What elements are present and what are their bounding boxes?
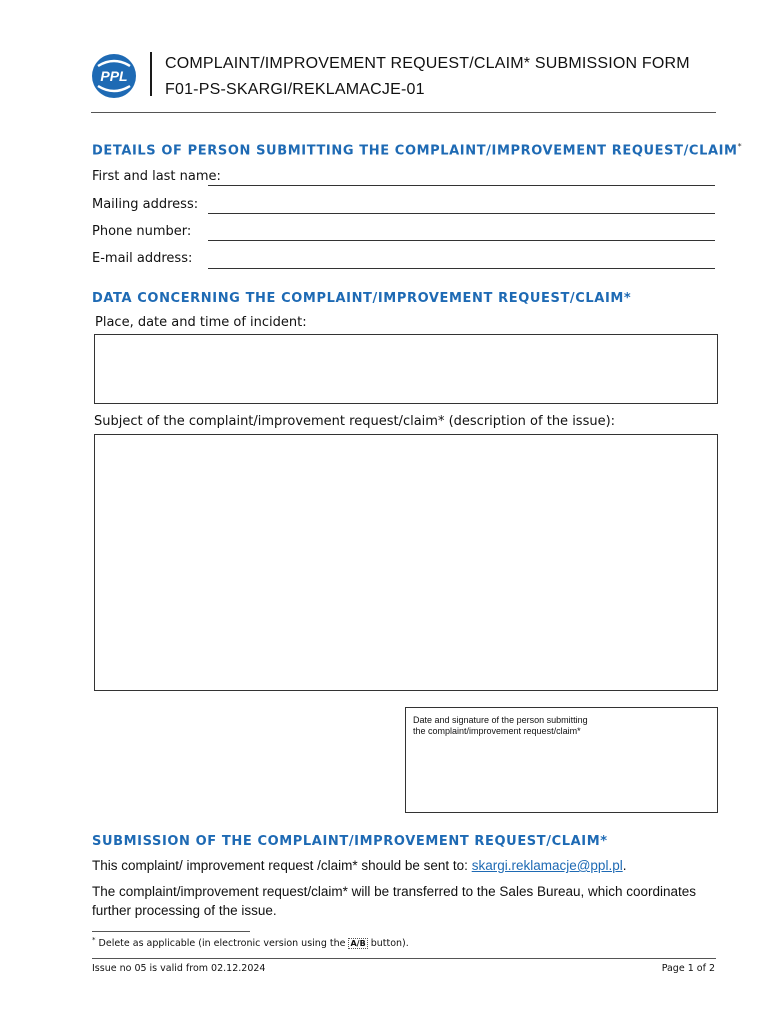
logo-text: PPL bbox=[100, 68, 128, 84]
page-number: Page 1 of 2 bbox=[661, 963, 715, 974]
section-heading-data: DATA CONCERNING THE COMPLAINT/IMPROVEMENT REQUEST/CLAIM* bbox=[92, 291, 632, 306]
mailing-address-label: Mailing address: bbox=[92, 197, 199, 212]
issue-info: Issue no 05 is valid from 02.12.2024 bbox=[92, 963, 266, 974]
header-divider bbox=[150, 52, 152, 96]
footnote-rule bbox=[92, 931, 250, 932]
email-link[interactable]: skargi.reklamacje@ppl.pl bbox=[471, 858, 623, 873]
footnote: * Delete as applicable (in electronic version using the A/B button). bbox=[92, 936, 409, 950]
section-heading-submitter: DETAILS OF PERSON SUBMITTING THE COMPLAINT/IMPROVEMENT REQUEST/CLAIM* bbox=[92, 142, 743, 159]
subject-label: Subject of the complaint/improvement request/claim* (description of the issue): bbox=[94, 414, 616, 429]
form-title: COMPLAINT/IMPROVEMENT REQUEST/CLAIM* SUBMISSION FORM bbox=[165, 55, 690, 72]
subject-description-box[interactable] bbox=[94, 434, 718, 691]
email-address-field[interactable] bbox=[208, 268, 715, 269]
phone-number-field[interactable] bbox=[208, 240, 715, 241]
footer-rule bbox=[92, 958, 716, 959]
phone-number-label: Phone number: bbox=[92, 224, 192, 239]
form-code: F01-PS-SKARGI/REKLAMACJE-01 bbox=[165, 81, 425, 98]
first-last-name-field[interactable] bbox=[208, 185, 715, 186]
toggle-button-glyph: A/B bbox=[350, 939, 366, 949]
transfer-text-line2: further processing of the issue. bbox=[92, 903, 277, 918]
signature-box[interactable] bbox=[405, 707, 718, 813]
mailing-address-field[interactable] bbox=[208, 213, 715, 214]
ppl-logo bbox=[90, 52, 138, 100]
header-rule bbox=[91, 112, 716, 113]
send-instruction: This complaint/ improvement request /claim* should be sent to: skargi.reklamacje@ppl.pl. bbox=[92, 858, 627, 873]
transfer-text-line1: The complaint/improvement request/claim* will be transferred to the Sales Bureau, which coordinates bbox=[92, 884, 697, 899]
email-address-label: E-mail address: bbox=[92, 251, 193, 266]
place-date-time-box[interactable] bbox=[94, 334, 718, 404]
signature-caption: Date and signature of the person submitting the complaint/improvement request/claim* bbox=[413, 715, 588, 736]
first-last-name-label: First and last name: bbox=[92, 169, 221, 184]
place-date-time-label: Place, date and time of incident: bbox=[95, 315, 307, 330]
section-heading-submission: SUBMISSION OF THE COMPLAINT/IMPROVEMENT REQUEST/CLAIM* bbox=[92, 834, 608, 849]
